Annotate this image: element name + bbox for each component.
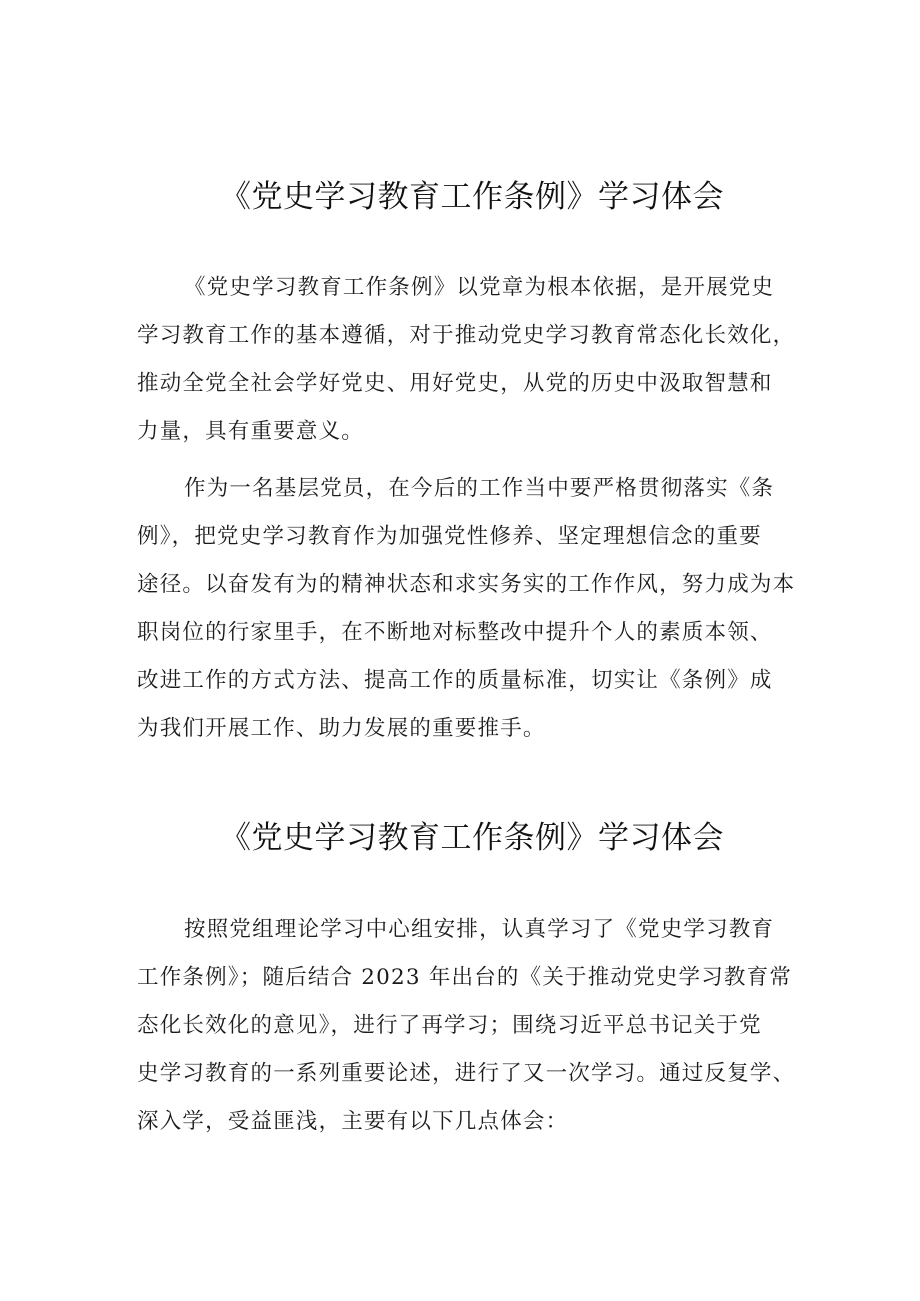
text-line: 深入学，受益匪浅，主要有以下几点体会：: [137, 1109, 569, 1134]
text-line: 改进工作的方式方法、提高工作的质量标准，切实让《条例》成: [137, 668, 773, 693]
text-line: 《党史学习教育工作条例》以党章为根本依据，是开展党史: [184, 275, 775, 300]
text-line: 史学习教育的一系列重要论述，进行了又一次学习。通过反复学、: [137, 1061, 796, 1086]
text-line: 为我们开展工作、助力发展的重要推手。: [137, 716, 546, 741]
text-line: 例》，把党史学习教育作为加强党性修养、坚定理想信念的重要: [137, 524, 762, 549]
section-title: 《党史学习教育工作条例》学习体会: [220, 179, 724, 215]
section-2: [137, 818, 807, 858]
text-line: 态化长效化的意见》，进行了再学习；围绕习近平总书记关于党: [137, 1013, 762, 1038]
text-line: 推动全党全社会学好党史、用好党史，从党的历史中汲取智慧和: [137, 371, 773, 396]
section-title: 《党史学习教育工作条例》学习体会: [220, 820, 724, 856]
section-2-body: [137, 906, 807, 1146]
paragraph: [137, 906, 807, 1146]
paragraph: [137, 465, 807, 753]
text-line: 按照党组理论学习中心组安排，认真学习了《党史学习教育: [184, 917, 775, 942]
text-line: 工作条例》；随后结合 2023 年出台的《关于推动党史学习教育常: [137, 965, 793, 990]
text-line: 学习教育工作的基本遵循，对于推动党史学习教育常态化长效化，: [137, 323, 796, 348]
text-line: 途径。以奋发有为的精神状态和求实务实的工作作风，努力成为本: [137, 572, 796, 597]
text-line: 职岗位的行家里手，在不断地对标整改中提升个人的素质本领、: [137, 620, 773, 645]
section-1-body: [137, 264, 807, 753]
section-1: [137, 177, 807, 217]
text-line: 力量，具有重要意义。: [137, 419, 365, 444]
text-line: 作为一名基层党员，在今后的工作当中要严格贯彻落实《条: [184, 476, 775, 501]
paragraph: [137, 264, 807, 456]
